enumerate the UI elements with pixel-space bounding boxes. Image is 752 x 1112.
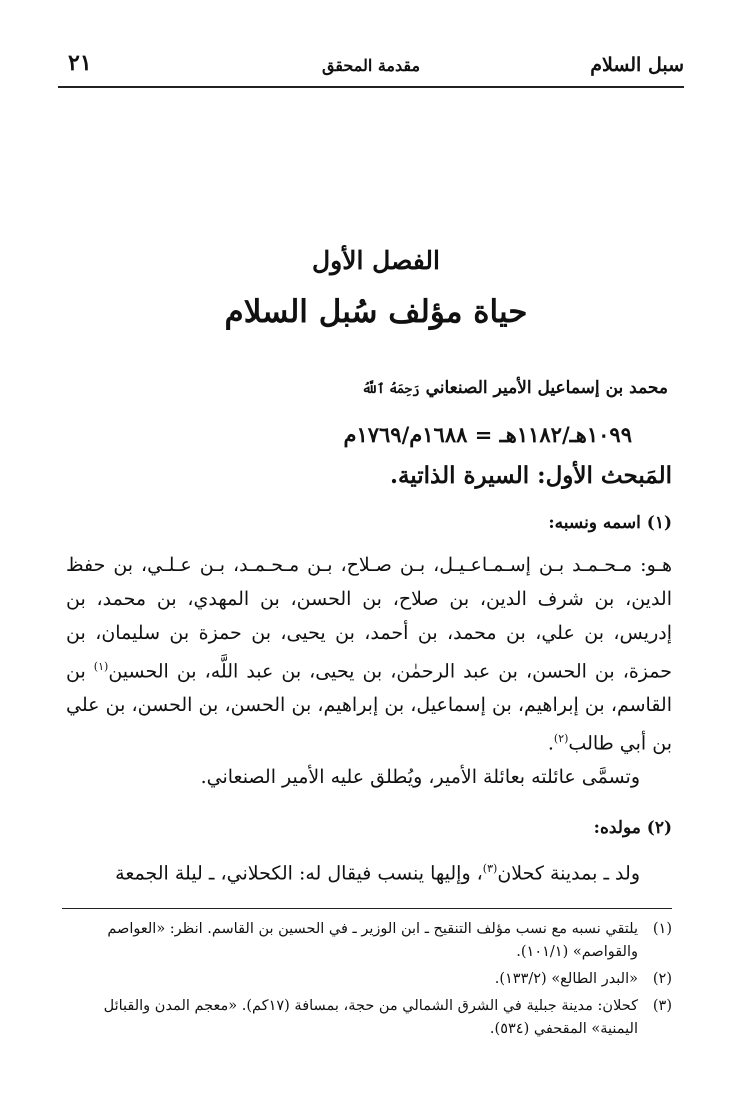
chapter-title: حياة مؤلف سُبل السلام: [224, 294, 528, 330]
lineage-text-a: هـو: مـحـمـد بـن إسـمـاعـيـل، بـن صـلاح، بـن مـحـمـد، بـن عـلـي، بن حفظ الدين، بن شرف الدين، بن صلاح، بن الحسن، بن المهدي، بن محمد، بن إدريس، بن علي، بن محمد، بن أحمد، بن يحيى، بن حمزة بن سليمان، بن حمزة، بن الحسن، بن عبد الرحمٰن، بن يحيى، بن عبد اللَّه، بن الحسين: [66, 554, 672, 683]
footnote-number: (٢): [652, 971, 672, 987]
page-number: ٢١: [68, 50, 92, 76]
author-dates: ١٠٩٩هـ/١١٨٢هـ = ١٦٨٨م/١٧٦٩م: [343, 422, 632, 447]
author-line: [362, 378, 668, 398]
birth-paragraph: [66, 852, 640, 890]
footnote-number: (١): [652, 921, 672, 937]
section-heading: المَبحث الأول: السيرة الذاتية.: [389, 462, 672, 489]
subsection-heading-lineage: (١) اسمه ونسبه:: [548, 513, 672, 533]
footnote-divider: [62, 908, 672, 909]
birth-text-a: ولد ـ بمدينة كحلان: [497, 862, 640, 885]
lineage-end: .: [547, 732, 554, 755]
honorific: رَحِمَهُ ٱللَّهُ: [361, 382, 420, 397]
footnote-text: «البدر الطالع» (١٣٣/٢).: [494, 971, 638, 987]
lineage-paragraph: [66, 548, 672, 761]
running-header: [58, 42, 684, 82]
footnote-ref-1[interactable]: (١): [93, 660, 109, 673]
footnote-text: يلتقي نسبه مع نسب مؤلف التنقيح ـ ابن الوزير ـ في الحسين بن القاسم. انظر: «العواصم والقواصم» (١٠١/١).: [107, 921, 638, 960]
footnote-item: [66, 995, 672, 1041]
lineage-text-b: بن القاسم، بن إبراهيم، بن إسماعيل، بن إبراهيم، بن الحسن، بن الحسن، بن علي بن أبي طالب: [66, 660, 672, 755]
birth-text-b: ، وإليها ينسب فيقال له: الكحلاني، ـ ليلة الجمعة: [115, 862, 483, 885]
footnotes: [66, 918, 672, 1045]
subsection-heading-birth: (٢) مولده:: [593, 818, 672, 838]
footnote-item: [66, 968, 672, 991]
footnote-ref-3[interactable]: (٣): [482, 862, 498, 875]
chapter-label: الفصل الأول: [312, 246, 440, 275]
footnote-item: [66, 918, 672, 964]
footnote-number: (٣): [652, 998, 672, 1014]
family-note: وتسمَّى عائلته بعائلة الأمير، ويُطلق عليه الأمير الصنعاني.: [200, 766, 640, 788]
book-title: سبل السلام: [590, 54, 684, 76]
footnote-text: كحلان: مدينة جبلية في الشرق الشمالي من حجة، بمسافة (١٧كم). «معجم المدن والقبائل اليمنية» المقحفي (٥٣٤).: [103, 998, 638, 1037]
header-divider: [58, 86, 684, 88]
footnote-ref-2[interactable]: (٢): [553, 732, 569, 746]
author-name: محمد بن إسماعيل الأمير الصنعاني: [425, 378, 668, 398]
section-title: مقدمة المحقق: [321, 56, 421, 75]
